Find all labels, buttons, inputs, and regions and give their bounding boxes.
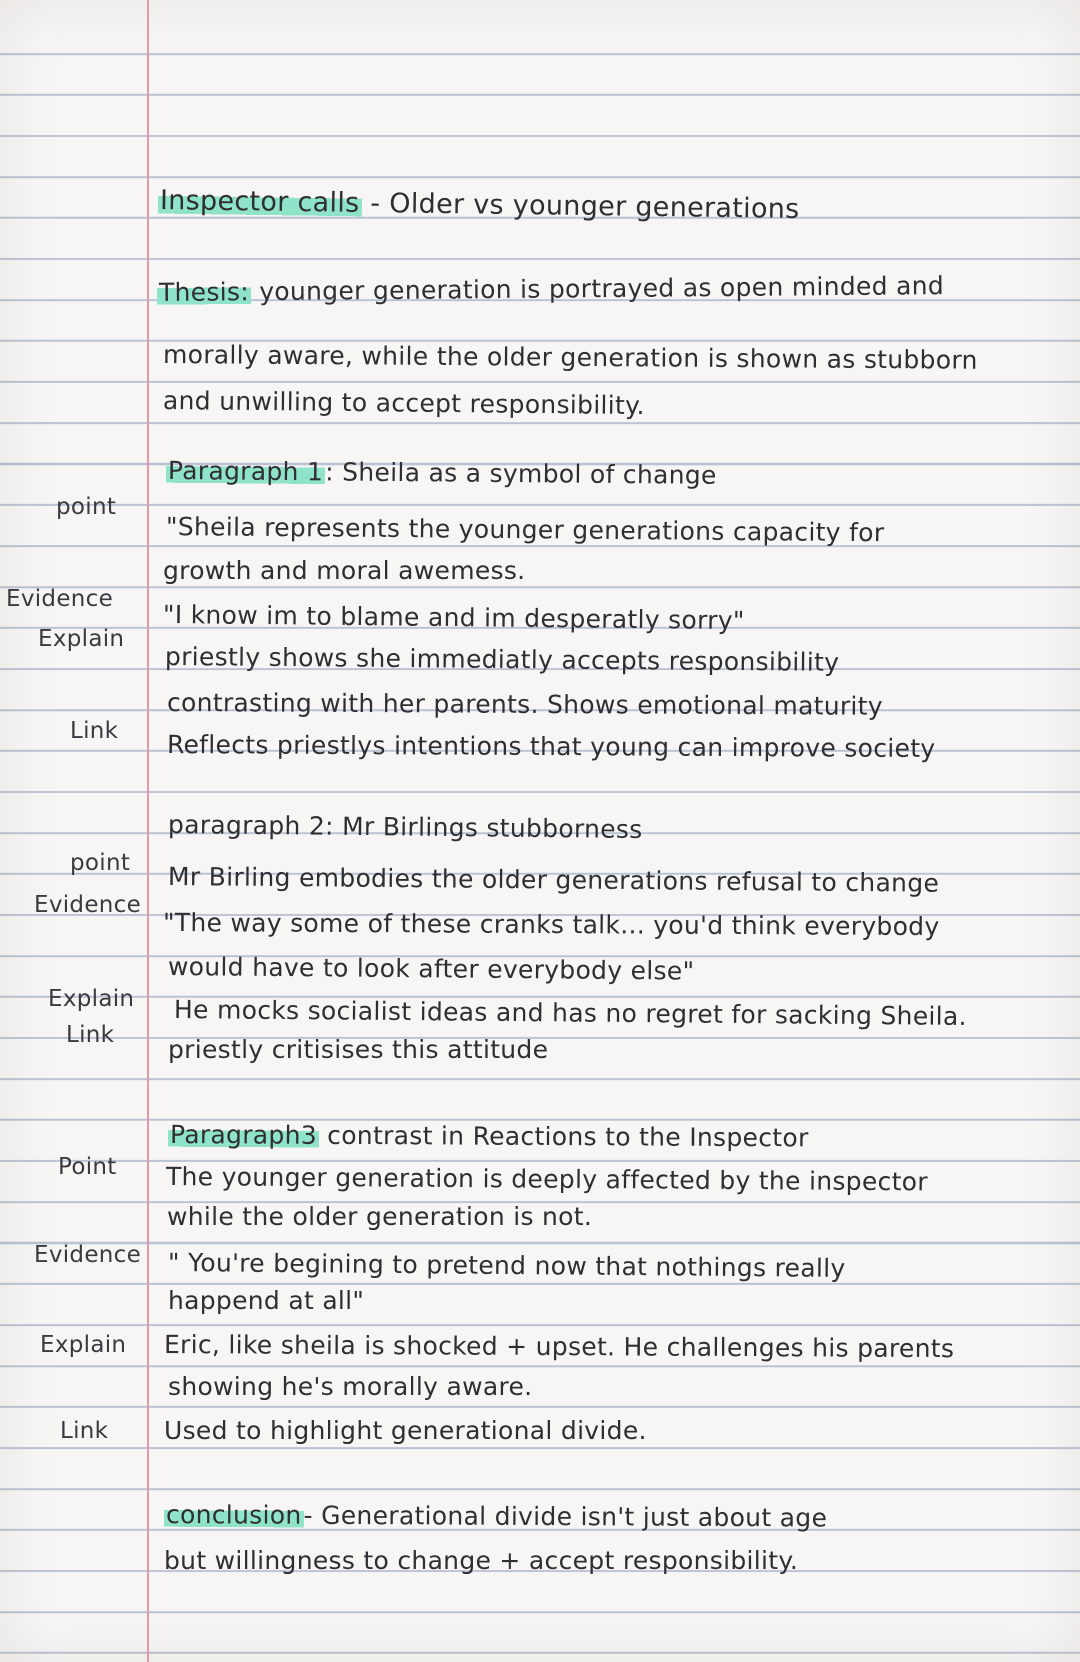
paragraph2-point-label: point bbox=[70, 850, 131, 876]
paragraph1-point-2: growth and moral awemess. bbox=[163, 556, 526, 585]
paragraph3-explain-1: Eric, like sheila is shocked + upset. He challenges his parents bbox=[163, 1330, 955, 1364]
paragraph3-point-1: The younger generation is deeply affected by the inspector bbox=[165, 1162, 929, 1197]
paragraph3-point-label: Point bbox=[58, 1154, 117, 1180]
conclusion-line-2: but willingness to change + accept responsibility. bbox=[164, 1546, 799, 1575]
paragraph3-link-label: Link bbox=[60, 1418, 109, 1444]
paragraph1-point-label: point bbox=[56, 494, 117, 520]
paragraph3-evidence-1: " You're begining to pretend now that nothings really bbox=[167, 1248, 846, 1283]
paragraph2-explain-label: Explain bbox=[48, 986, 135, 1012]
paragraph2-link-label: Link bbox=[66, 1022, 115, 1048]
paragraph1-point-1: "Sheila represents the younger generations capacity for bbox=[165, 512, 885, 548]
paragraph2-point-1: Mr Birling embodies the older generations refusal to change bbox=[167, 862, 940, 898]
thesis-line-2: morally aware, while the older generation is shown as stubborn bbox=[162, 340, 978, 375]
paragraph1-link-label: Link bbox=[70, 718, 119, 744]
paragraph2-explain-1: He mocks socialist ideas and has no regret for sacking Sheila. bbox=[173, 995, 967, 1031]
thesis-label: Thesis: bbox=[158, 277, 250, 307]
paragraph2-heading: paragraph 2: Mr Birlings stubborness bbox=[167, 810, 643, 844]
paragraph3-explain-label: Explain bbox=[40, 1332, 127, 1358]
paragraph3-evidence-label: Evidence bbox=[34, 1242, 142, 1268]
paragraph1-evidence-label: Evidence bbox=[6, 586, 114, 612]
paragraph1-link-1: Reflects priestlys intentions that young can improve society bbox=[166, 730, 936, 764]
thesis-line-3: and unwilling to accept responsibility. bbox=[162, 386, 646, 421]
conclusion-line-1: conclusion- Generational divide isn't just about age bbox=[165, 1500, 828, 1533]
title-highlight: Inspector calls bbox=[159, 185, 360, 219]
paragraph1-explain-1: priestly shows she immediatly accepts responsibility bbox=[164, 642, 840, 677]
paragraph3-explain-2: showing he's morally aware. bbox=[168, 1372, 533, 1401]
margin-line bbox=[147, 0, 149, 1662]
paragraph1-explain-2: contrasting with her parents. Shows emotional maturity bbox=[166, 688, 883, 721]
paragraph3-heading: Paragraph3 contrast in Reactions to the Inspector bbox=[169, 1120, 809, 1153]
paragraph1-evidence-1: "I know im to blame and im desperatly sorry" bbox=[162, 600, 745, 636]
title-rest: - Older vs younger generations bbox=[361, 187, 800, 225]
paragraph2-evidence-label: Evidence bbox=[34, 892, 142, 918]
paragraph2-evidence-1: "The way some of these cranks talk... you'd think everybody bbox=[162, 908, 940, 942]
paragraph3-evidence-2: happend at all" bbox=[168, 1286, 365, 1315]
paragraph2-link-1: priestly critisises this attitude bbox=[168, 1035, 549, 1064]
page-title bbox=[158, 186, 800, 225]
paragraph2-evidence-2: would have to look after everybody else" bbox=[167, 952, 695, 986]
paragraph1-explain-label: Explain bbox=[38, 626, 125, 652]
paragraph3-link-1: Used to highlight generational divide. bbox=[164, 1416, 647, 1445]
paragraph1-heading: Paragraph 1: Sheila as a symbol of change bbox=[167, 456, 717, 490]
paragraph3-point-2: while the older generation is not. bbox=[167, 1202, 593, 1231]
thesis-line-1: Thesis: younger generation is portrayed as open minded and bbox=[158, 271, 945, 307]
